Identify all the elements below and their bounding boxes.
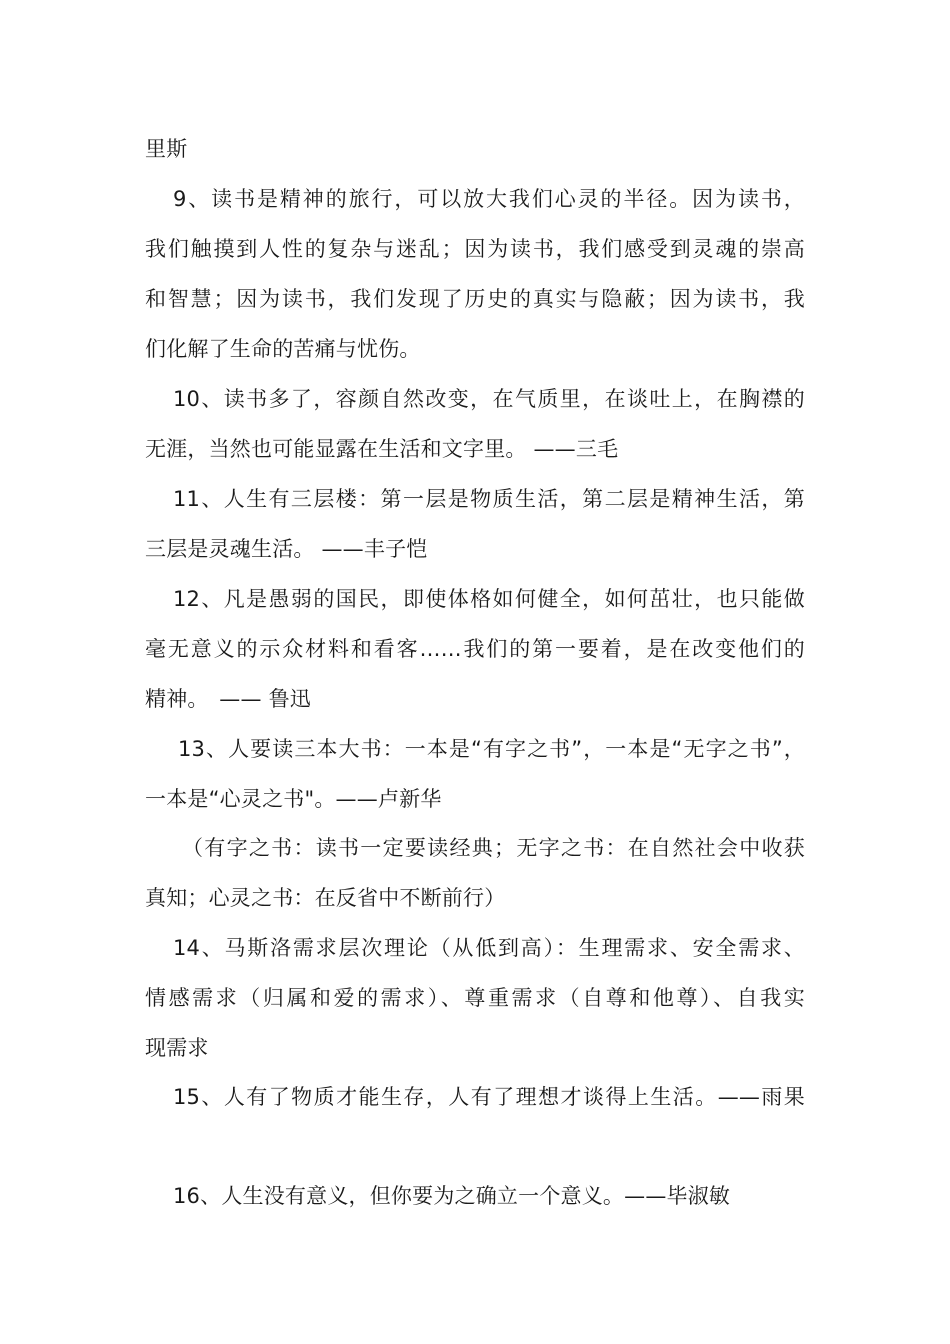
text-line-1: 里斯 [145, 137, 188, 161]
text-line-15: （有字之书：读书一定要读经典；无字之书：在自然社会中收获 [182, 836, 805, 860]
text-line-21: 16、人生没有意义，但你要为之确立一个意义。——毕淑敏 [173, 1184, 731, 1208]
text-line-10: 12、凡是愚弱的国民，即使体格如何健全，如何茁壮，也只能做 [173, 587, 805, 611]
text-line-20: 15、人有了物质才能生存，人有了理想才谈得上生活。——雨果 [173, 1085, 805, 1109]
text-line-16: 真知；心灵之书：在反省中不断前行） [145, 886, 506, 910]
text-line-18: 情感需求（归属和爱的需求）、尊重需求（自尊和他尊）、自我实 [145, 986, 805, 1010]
text-line-12: 精神。 —— 鲁迅 [145, 687, 311, 711]
text-line-6: 10、读书多了，容颜自然改变，在气质里，在谈吐上，在胸襟的 [173, 387, 805, 411]
text-line-13: 13、人要读三本大书：一本是“有字之书”，一本是“无字之书”， [178, 737, 805, 761]
text-line-17: 14、马斯洛需求层次理论（从低到高）：生理需求、安全需求、 [173, 936, 805, 960]
text-line-9: 三层是灵魂生活。 ——丰子恺 [145, 537, 428, 561]
text-line-14: 一本是“心灵之书"。——卢新华 [145, 787, 442, 811]
text-line-5: 们化解了生命的苦痛与忧伤。 [145, 337, 421, 361]
text-line-2: 9、读书是精神的旅行，可以放大我们心灵的半径。因为读书， [173, 187, 805, 211]
text-line-4: 和智慧；因为读书，我们发现了历史的真实与隐蔽；因为读书，我 [145, 287, 805, 311]
text-line-8: 11、人生有三层楼：第一层是物质生活，第二层是精神生活，第 [173, 487, 805, 511]
text-line-11: 毫无意义的示众材料和看客……我们的第一要着，是在改变他们的 [145, 637, 805, 661]
text-line-7: 无涯，当然也可能显露在生活和文字里。 ——三毛 [145, 437, 619, 461]
text-line-19: 现需求 [145, 1036, 209, 1060]
text-line-3: 我们触摸到人性的复杂与迷乱；因为读书，我们感受到灵魂的崇高 [145, 237, 805, 261]
